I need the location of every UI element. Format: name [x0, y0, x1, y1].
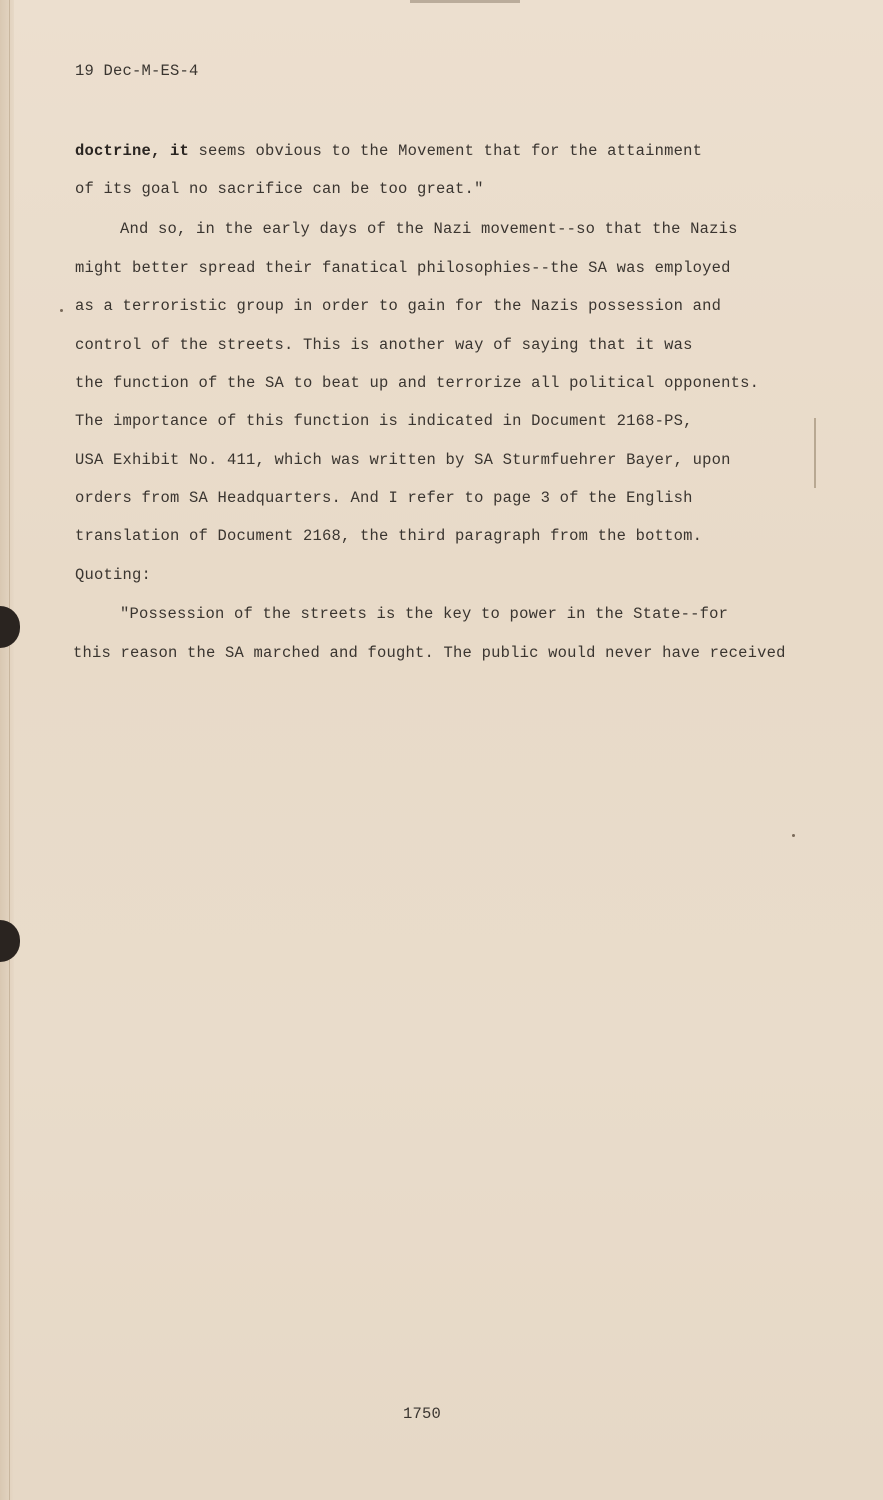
stray-mark — [60, 309, 63, 312]
text-line-14: this reason the SA marched and fought. The public would never have received — [73, 644, 786, 662]
text-line-11: translation of Document 2168, the third paragraph from the bottom. — [75, 527, 703, 545]
text-line-9: USA Exhibit No. 411, which was written by SA Sturmfuehrer Bayer, upon — [75, 451, 731, 469]
binder-hole-lower — [0, 920, 20, 962]
text-line-4: might better spread their fanatical philosophies--the SA was employed — [75, 259, 731, 277]
text-line-10: orders from SA Headquarters. And I refer to page 3 of the English — [75, 489, 693, 507]
margin-mark — [814, 418, 816, 488]
top-smudge — [410, 0, 520, 3]
document-reference-header: 19 Dec-M-ES-4 — [75, 62, 199, 80]
page-number: 1750 — [403, 1405, 442, 1423]
text-line-3: And so, in the early days of the Nazi movement--so that the Nazis — [120, 220, 738, 238]
paper-left-edge — [0, 0, 14, 1500]
text-line-1 — [75, 142, 702, 160]
line-text: seems obvious to the Movement that for the attainment — [189, 142, 703, 160]
binder-hole-upper — [0, 606, 20, 648]
text-line-13: "Possession of the streets is the key to power in the State--for — [120, 605, 729, 623]
text-line-5: as a terroristic group in order to gain for the Nazis possession and — [75, 297, 722, 315]
text-line-8: The importance of this function is indicated in Document 2168-PS, — [75, 412, 693, 430]
text-line-2: of its goal no sacrifice can be too great." — [75, 180, 484, 198]
text-line-12: Quoting: — [75, 566, 152, 584]
paper-fold-line — [9, 0, 10, 1500]
stray-mark — [792, 834, 795, 837]
bold-lead-text: doctrine, it — [75, 142, 190, 160]
text-line-6: control of the streets. This is another way of saying that it was — [75, 336, 693, 354]
text-line-7: the function of the SA to beat up and terrorize all political opponents. — [75, 374, 760, 392]
